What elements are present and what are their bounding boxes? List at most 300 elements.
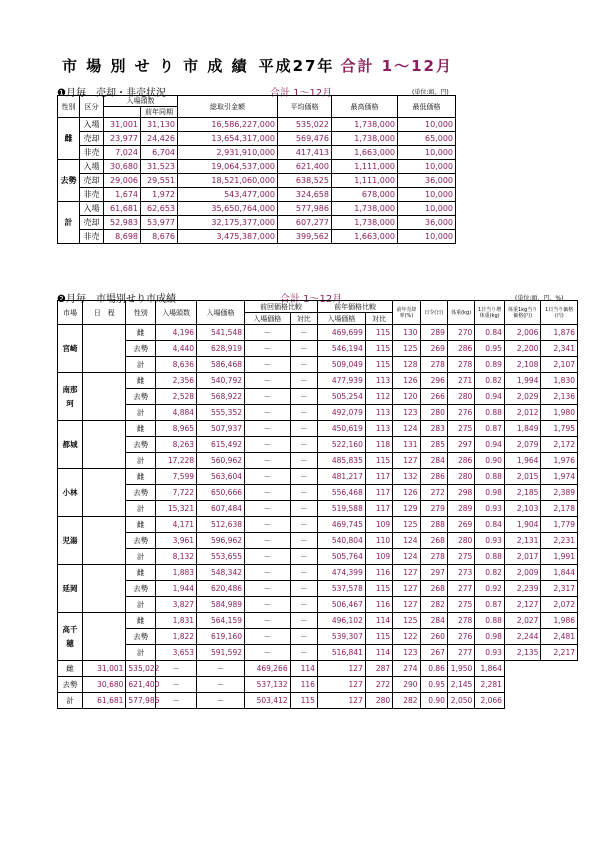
yr-cell: 114 [365,645,392,661]
sex-cell: 雌 [58,661,83,677]
kg-cell: 1,964 [504,453,540,469]
date-cell [83,421,126,469]
pr-cell: － [197,677,245,693]
age-cell: 287 [365,661,392,677]
yp-cell: 477,939 [317,373,365,389]
age-cell: 280 [420,405,447,421]
col-prevyear-ratio: 対比 [365,313,392,325]
kg-cell: 2,015 [504,469,540,485]
date-cell [83,517,126,565]
kubun-cell: 売却 [80,132,104,146]
sex-cell: 雌 [126,469,156,485]
sex-cell: 雌 [126,613,156,629]
col-dg: 1日当り増体重(kg) [475,301,505,325]
pr-cell: － [290,405,317,421]
table-row [58,118,456,132]
price-cell: 535,022 [126,661,156,677]
sex-cell: 去勢 [126,533,156,549]
pp-cell: － [244,533,290,549]
yp-cell: 492,079 [317,405,365,421]
prev-cell: 31,523 [141,160,178,174]
table-row [58,188,456,202]
yp-cell: 474,399 [317,565,365,581]
sex-cell: 雌 [126,421,156,437]
count-cell: 30,680 [104,160,141,174]
rate-cell: 127 [393,453,420,469]
table-row [58,132,456,146]
table-row [58,629,578,645]
col-day-price: 1日当り価格(円) [541,301,578,325]
price-cell: 650,666 [197,485,245,501]
yp-cell: 485,835 [317,453,365,469]
age-cell: 272 [420,485,447,501]
count-cell: 7,722 [156,485,197,501]
pp-cell: － [244,613,290,629]
prev-cell: 31,130 [141,118,178,132]
avg-cell: 535,022 [278,118,332,132]
kubun-cell: 売却 [80,174,104,188]
min-cell: 36,000 [398,216,456,230]
day-cell: 1,991 [541,549,578,565]
table-row [58,389,578,405]
col-kubun: 区分 [80,96,104,118]
pp-cell: － [244,501,290,517]
max-cell: 1,111,000 [332,160,398,174]
table-row [58,230,456,244]
count-cell: 2,356 [156,373,197,389]
day-cell: 2,317 [541,581,578,597]
dg-cell: 0.82 [475,373,505,389]
sex-cell: 雌 [126,325,156,341]
table-row [58,581,578,597]
kg-cell: 1,994 [504,373,540,389]
pr-cell: － [290,565,317,581]
day-cell: 2,107 [541,357,578,373]
max-cell: 1,111,000 [332,174,398,188]
dg-cell: 0.94 [475,389,505,405]
day-cell: 2,066 [475,693,505,709]
wt-cell: 278 [447,357,474,373]
day-cell: 2,178 [541,501,578,517]
table-row [58,693,578,709]
count-cell: 52,983 [104,216,141,230]
sex-cell: 雌 [126,565,156,581]
total-cell: 2,931,910,000 [178,146,278,160]
prev-cell: 8,676 [141,230,178,244]
yp-cell: 509,049 [317,357,365,373]
sex-cell: 去勢 [126,629,156,645]
table-row [58,357,578,373]
table-row [58,469,578,485]
price-cell: 621,400 [126,677,156,693]
table-row [58,501,578,517]
rate-cell: 123 [393,645,420,661]
sex-cell: 雌 [126,373,156,389]
price-cell: 564,159 [197,613,245,629]
pp-cell: － [156,661,197,677]
yr-cell: 118 [365,437,392,453]
kg-cell: 2,029 [504,389,540,405]
kg-cell: 2,200 [504,341,540,357]
sex-cell: 去勢 [126,389,156,405]
kubun-cell: 入場 [80,202,104,216]
count-cell: 1,822 [156,629,197,645]
max-cell: 1,738,000 [332,132,398,146]
yr-cell: 110 [365,533,392,549]
kg-cell: 2,145 [447,677,474,693]
min-cell: 10,000 [398,202,456,216]
count-cell: 7,024 [104,146,141,160]
col-sale-rate: 前年売却率(%) [393,301,420,325]
kubun-cell: 入場 [80,160,104,174]
yr-cell: 115 [365,357,392,373]
kg-cell: 2,244 [504,629,540,645]
pr-cell: － [197,661,245,677]
table-row [58,677,578,693]
count-cell: 8,263 [156,437,197,453]
table-row [58,160,456,174]
pp-cell: － [244,581,290,597]
yp-cell: 516,841 [317,645,365,661]
yr-cell: 116 [365,565,392,581]
yp-cell: 522,160 [317,437,365,453]
wt-cell: 277 [447,645,474,661]
price-cell: 619,160 [197,629,245,645]
market-cell: 南那珂 [58,373,83,421]
count-cell: 3,653 [156,645,197,661]
yr-cell: 117 [365,501,392,517]
date-cell [83,613,126,661]
prev-cell: 62,653 [141,202,178,216]
price-cell: 628,919 [197,341,245,357]
yp-cell: 537,132 [244,677,290,693]
table-row [58,146,456,160]
avg-cell: 607,277 [278,216,332,230]
section1-period: 合計 1～12月 [270,88,333,99]
yr-cell: 109 [365,549,392,565]
kubun-cell: 非売 [80,188,104,202]
pp-cell: － [244,357,290,373]
day-cell: 1,974 [541,469,578,485]
count-cell: 8,698 [104,230,141,244]
sex-cell: 雌 [126,517,156,533]
col-prev-group: 前回価格比較 [244,301,317,313]
count-cell: 4,171 [156,517,197,533]
title-main: 市 場 別 せ り 市 成 績 [62,57,249,75]
col-avg: 平均価格 [278,96,332,118]
count-cell: 8,132 [156,549,197,565]
pr-cell: － [290,485,317,501]
yr-cell: 116 [365,597,392,613]
yp-cell: 505,764 [317,549,365,565]
rate-cell: 122 [393,629,420,645]
min-cell: 10,000 [398,188,456,202]
sex-cell: 去勢 [126,485,156,501]
kg-cell: 2,050 [447,693,474,709]
page-title [62,55,453,76]
age-cell: 284 [420,453,447,469]
dg-cell: 0.94 [475,437,505,453]
col-prev: 前年同期 [141,107,178,118]
dg-cell: 0.88 [475,613,505,629]
market-cell: 高千穂 [58,613,83,661]
max-cell: 1,738,000 [332,216,398,230]
pr-cell: － [290,373,317,389]
kg-cell: 2,108 [504,357,540,373]
yp-cell: 556,468 [317,485,365,501]
kg-cell: 2,127 [504,597,540,613]
title-highlight: 合計 1～12月 [340,57,453,75]
min-cell: 10,000 [398,146,456,160]
date-cell [83,373,126,421]
wt-cell: 271 [447,373,474,389]
kg-cell: 2,009 [504,565,540,581]
wt-cell: 286 [447,341,474,357]
wt-cell: 275 [447,549,474,565]
table-row [58,174,456,188]
rate-cell: 125 [393,517,420,533]
col-max: 最高価格 [332,96,398,118]
market-cell: 児湯 [58,517,83,565]
date-cell [83,469,126,517]
yr-cell: 117 [365,485,392,501]
yr-cell: 115 [365,341,392,357]
section2-unit: (単位:頭、円、%) [515,295,564,302]
day-cell: 1,864 [475,661,505,677]
dg-cell: 0.95 [420,677,447,693]
count-cell: 3,961 [156,533,197,549]
price-cell: 568,922 [197,389,245,405]
count-cell: 4,440 [156,341,197,357]
day-cell: 2,217 [541,645,578,661]
min-cell: 10,000 [398,230,456,244]
wt-cell: 277 [447,581,474,597]
yp-cell: 540,804 [317,533,365,549]
table-row [58,597,578,613]
age-cell: 269 [420,341,447,357]
price-cell: 555,352 [197,405,245,421]
pr-cell: － [290,517,317,533]
price-cell: 596,962 [197,533,245,549]
age-cell: 288 [420,517,447,533]
title-period: 平成27年 [258,57,335,75]
wt-cell: 289 [447,501,474,517]
total-cell: 13,654,317,000 [178,132,278,146]
price-cell: 560,962 [197,453,245,469]
rate-cell: 120 [393,389,420,405]
table-row [58,485,578,501]
pr-cell: － [290,469,317,485]
dg-cell: 0.87 [475,421,505,437]
yp-cell: 481,217 [317,469,365,485]
col-count2: 入場頭数 [156,301,197,325]
table-row [58,437,578,453]
count-cell: 17,228 [156,453,197,469]
count-cell: 61,681 [83,693,126,709]
pp-cell: － [156,677,197,693]
count-cell: 31,001 [83,661,126,677]
wt-cell: 297 [447,437,474,453]
table-row [58,216,456,230]
kubun-cell: 売却 [80,216,104,230]
rate-cell: 127 [393,565,420,581]
pp-cell: － [244,469,290,485]
prev-cell: 1,972 [141,188,178,202]
count-cell: 8,965 [156,421,197,437]
section1-label: ❶月毎 売却・非売状況 [57,88,166,99]
prev-cell: 6,704 [141,146,178,160]
kg-cell: 1,950 [447,661,474,677]
section2-period: 合計 1～12月 [280,294,343,305]
count-cell: 4,196 [156,325,197,341]
yp-cell: 503,412 [244,693,290,709]
total-cell: 3,475,387,000 [178,230,278,244]
age-cell: 285 [420,437,447,453]
age-cell: 283 [420,421,447,437]
dg-cell: 0.82 [475,565,505,581]
dg-cell: 0.84 [475,517,505,533]
date-cell [83,565,126,613]
pp-cell: － [244,405,290,421]
sex-cell: 計 [126,357,156,373]
pp-cell: － [244,421,290,437]
count-cell: 7,599 [156,469,197,485]
col-prev-ratio: 対比 [290,313,317,325]
yp-cell: 469,266 [244,661,290,677]
pp-cell: － [244,373,290,389]
pp-cell: － [244,437,290,453]
age-cell: 296 [420,373,447,389]
rate-cell: 127 [317,661,365,677]
sex-cell: 計 [126,597,156,613]
total-cell: 18,521,060,000 [178,174,278,188]
dg-cell: 0.89 [475,357,505,373]
wt-cell: 286 [447,453,474,469]
yr-cell: 109 [365,517,392,533]
total-cell: 32,175,377,000 [178,216,278,230]
table-row [58,661,578,677]
wt-cell: 273 [447,565,474,581]
day-cell: 2,281 [475,677,505,693]
max-cell: 1,738,000 [332,118,398,132]
age-cell: 278 [420,357,447,373]
max-cell: 1,738,000 [332,202,398,216]
market-cell: 宮崎 [58,325,83,373]
price-cell: 512,638 [197,517,245,533]
count-cell: 23,977 [104,132,141,146]
rate-cell: 127 [393,597,420,613]
wt-cell: 276 [447,405,474,421]
avg-cell: 399,562 [278,230,332,244]
total-cell: 19,064,537,000 [178,160,278,174]
dg-cell: 0.86 [420,661,447,677]
col-price2: 入場価格 [197,301,245,325]
pr-cell: － [290,549,317,565]
col-total: 総取引金額 [178,96,278,118]
kg-cell: 2,131 [504,533,540,549]
dg-cell: 0.93 [475,645,505,661]
table-row [58,565,578,581]
day-cell: 1,980 [541,405,578,421]
rate-cell: 131 [393,437,420,453]
dg-cell: 0.98 [475,485,505,501]
price-cell: 563,604 [197,469,245,485]
dg-cell: 0.95 [475,341,505,357]
count-cell: 1,674 [104,188,141,202]
price-cell: 591,592 [197,645,245,661]
yp-cell: 519,588 [317,501,365,517]
kg-cell: 2,185 [504,485,540,501]
sex-cell: 雌 [58,118,80,160]
rate-cell: 125 [393,613,420,629]
wt-cell: 282 [393,693,420,709]
kg-cell: 2,103 [504,501,540,517]
pr-cell: － [290,453,317,469]
day-cell: 1,779 [541,517,578,533]
prev-cell: 29,551 [141,174,178,188]
sex-cell: 計 [58,202,80,244]
kg-cell: 2,017 [504,549,540,565]
age-cell: 284 [420,613,447,629]
rate-cell: 125 [393,341,420,357]
price-cell: 620,486 [197,581,245,597]
wt-cell: 280 [447,389,474,405]
col-weight: 体重(kg) [447,301,474,325]
wt-cell: 298 [447,485,474,501]
pr-cell: － [290,357,317,373]
table-row [58,341,578,357]
price-cell: 586,468 [197,357,245,373]
sex-cell: 計 [126,501,156,517]
section1-unit: (単位:頭、円) [412,89,449,96]
rate-cell: 124 [393,549,420,565]
price-cell: 615,492 [197,437,245,453]
prev-cell: 53,977 [141,216,178,230]
market-results-table [57,300,578,709]
count-cell: 2,528 [156,389,197,405]
sex-cell: 計 [126,549,156,565]
yr-cell: 115 [365,453,392,469]
day-cell: 2,136 [541,389,578,405]
min-cell: 10,000 [398,160,456,174]
age-cell: 268 [420,533,447,549]
wt-cell: 280 [447,533,474,549]
dg-cell: 0.93 [475,533,505,549]
yr-cell: 115 [290,693,317,709]
pr-cell: － [290,437,317,453]
col-market: 市場 [58,301,83,325]
count-cell: 4,884 [156,405,197,421]
yp-cell: 546,194 [317,341,365,357]
day-cell: 2,389 [541,485,578,501]
yr-cell: 115 [365,325,392,341]
rate-cell: 124 [393,533,420,549]
yr-cell: 117 [365,469,392,485]
pp-cell: － [244,341,290,357]
wt-cell: 280 [447,469,474,485]
min-cell: 65,000 [398,132,456,146]
day-cell: 2,231 [541,533,578,549]
yp-cell: 506,467 [317,597,365,613]
wt-cell: 275 [447,597,474,613]
yr-cell: 115 [365,629,392,645]
rate-cell: 124 [393,421,420,437]
dg-cell: 0.88 [475,469,505,485]
min-cell: 10,000 [398,118,456,132]
dg-cell: 0.90 [420,693,447,709]
table-row [58,421,578,437]
age-cell: 282 [420,597,447,613]
